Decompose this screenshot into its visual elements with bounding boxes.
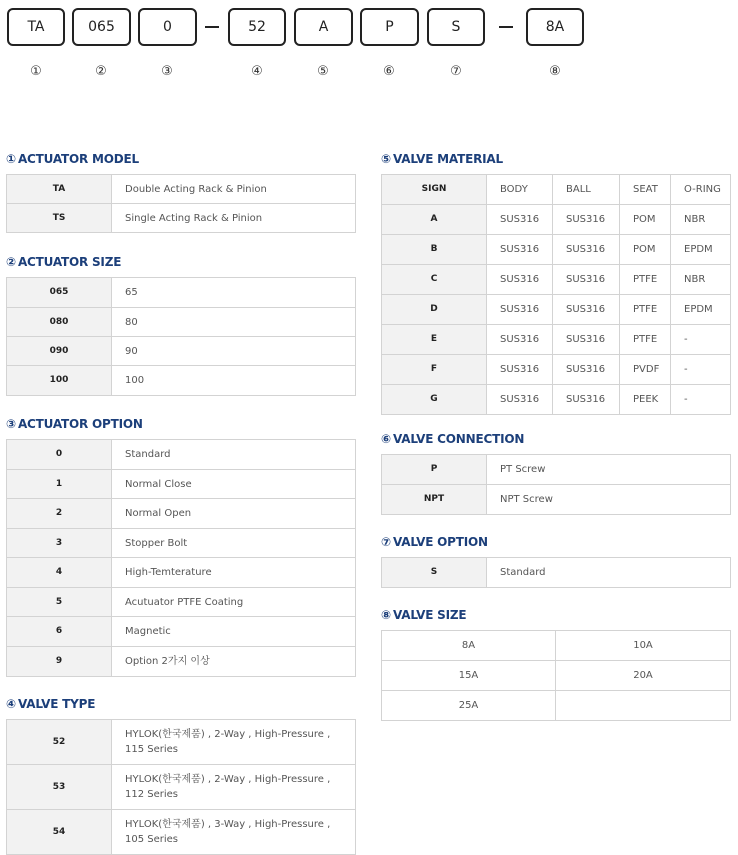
- table-row: [7, 175, 355, 203]
- section-title-text: ACTUATOR SIZE: [17, 255, 122, 269]
- table-cell: PTFE: [620, 265, 670, 294]
- table-key: TS: [7, 204, 111, 232]
- section-title-text: VALVE TYPE: [17, 697, 96, 711]
- table-cell: SUS316: [553, 235, 619, 264]
- section-title: [6, 696, 356, 712]
- table-value: Double Acting Rack & Pinion: [112, 175, 355, 203]
- section-title-text: VALVE MATERIAL: [392, 152, 503, 166]
- table-cell: SUS316: [487, 205, 552, 234]
- table-value: 80: [112, 308, 355, 336]
- table-key: D: [382, 295, 486, 324]
- table-row: [382, 455, 730, 484]
- actuator-size-section: [6, 254, 356, 396]
- valve-option-section: [381, 534, 731, 588]
- table-cell: SUS316: [487, 265, 552, 294]
- table-cell: POM: [620, 235, 670, 264]
- table-value: HYLOK(한국제품) , 3-Way , High-Pressure , 105 Series: [112, 810, 355, 854]
- table-row: [382, 295, 730, 324]
- table-cell: NBR: [671, 205, 730, 234]
- valve-size-section: [381, 607, 731, 721]
- table-key: 0: [7, 440, 111, 469]
- table-cell: PEEK: [620, 385, 670, 414]
- table-value: Standard: [487, 558, 730, 587]
- section-title-text: VALVE OPTION: [392, 535, 488, 549]
- table-cell: NBR: [671, 265, 730, 294]
- section-title: [381, 607, 731, 623]
- table-header-cell: SEAT: [620, 175, 670, 204]
- section-marker: ③: [6, 417, 16, 431]
- code-separator: [499, 26, 513, 28]
- table-cell: 15A: [382, 661, 555, 690]
- table-cell: SUS316: [553, 355, 619, 384]
- section-marker: ②: [6, 255, 16, 269]
- table-value: PT Screw: [487, 455, 730, 484]
- table-value: 100: [112, 366, 355, 395]
- actuator-option-table: [6, 439, 356, 677]
- table-key: 9: [7, 647, 111, 676]
- table-cell: 25A: [382, 691, 555, 720]
- table-cell: POM: [620, 205, 670, 234]
- section-title: [6, 254, 356, 270]
- table-value: HYLOK(한국제품) , 2-Way , High-Pressure , 115 Series: [112, 720, 355, 764]
- table-row: [382, 205, 730, 234]
- table-row: [7, 440, 355, 469]
- table-cell: -: [671, 325, 730, 354]
- table-key: 54: [7, 810, 111, 854]
- section-title-text: ACTUATOR MODEL: [17, 152, 139, 166]
- section-title-text: VALVE CONNECTION: [392, 432, 525, 446]
- table-cell: SUS316: [487, 355, 552, 384]
- code-box-model: TA: [7, 8, 65, 46]
- table-key: P: [382, 455, 486, 484]
- table-key: F: [382, 355, 486, 384]
- table-row: [382, 325, 730, 354]
- table-row: [7, 765, 355, 809]
- table-row: [7, 308, 355, 336]
- table-key: E: [382, 325, 486, 354]
- code-box-valve-option: S: [427, 8, 485, 46]
- table-key: 065: [7, 278, 111, 307]
- table-header-cell: BALL: [553, 175, 619, 204]
- table-row: [382, 661, 730, 690]
- table-value: Single Acting Rack & Pinion: [112, 204, 355, 232]
- table-key: G: [382, 385, 486, 414]
- code-box-valve-material: A: [294, 8, 353, 46]
- section-marker: ⑧: [381, 608, 391, 622]
- table-row: [382, 558, 730, 587]
- table-key: S: [382, 558, 486, 587]
- code-number-5: ⑤: [317, 64, 329, 79]
- table-key: 3: [7, 529, 111, 557]
- table-row: [7, 558, 355, 587]
- code-box-valve-connection: P: [360, 8, 419, 46]
- table-cell: EPDM: [671, 235, 730, 264]
- section-title-text: VALVE SIZE: [392, 608, 467, 622]
- table-row: [7, 617, 355, 646]
- table-value: Option 2가지 이상: [112, 647, 355, 676]
- table-key: 100: [7, 366, 111, 395]
- code-box-actuator-option: 0: [138, 8, 197, 46]
- table-key: 4: [7, 558, 111, 587]
- table-row: [7, 470, 355, 498]
- section-marker: ⑥: [381, 432, 391, 446]
- table-cell: SUS316: [553, 205, 619, 234]
- table-cell: SUS316: [553, 385, 619, 414]
- actuator-option-section: [6, 416, 356, 677]
- section-title: [381, 431, 731, 447]
- table-value: Stopper Bolt: [112, 529, 355, 557]
- section-title-text: ACTUATOR OPTION: [17, 417, 143, 431]
- table-key: A: [382, 205, 486, 234]
- valve-size-table: [381, 630, 731, 721]
- table-row: [7, 588, 355, 616]
- table-row: [7, 337, 355, 365]
- section-marker: ④: [6, 697, 16, 711]
- table-value: Normal Close: [112, 470, 355, 498]
- section-title: [6, 151, 356, 167]
- table-cell: PVDF: [620, 355, 670, 384]
- table-key: 5: [7, 588, 111, 616]
- valve-option-table: [381, 557, 731, 588]
- section-marker: ①: [6, 152, 16, 166]
- table-cell: -: [671, 355, 730, 384]
- table-row: [382, 235, 730, 264]
- table-key: TA: [7, 175, 111, 203]
- table-key: B: [382, 235, 486, 264]
- table-row: [7, 278, 355, 307]
- table-key: 080: [7, 308, 111, 336]
- table-row: [7, 499, 355, 528]
- code-separator: [205, 26, 219, 28]
- valve-type-section: [6, 696, 356, 855]
- table-cell: SUS316: [553, 295, 619, 324]
- table-header-cell: O-RING: [671, 175, 730, 204]
- table-value: 90: [112, 337, 355, 365]
- table-row: [382, 355, 730, 384]
- section-marker: ⑦: [381, 535, 391, 549]
- table-cell: PTFE: [620, 325, 670, 354]
- table-key: 53: [7, 765, 111, 809]
- table-row: [7, 204, 355, 232]
- code-number-3: ③: [161, 64, 173, 79]
- table-row: [7, 720, 355, 764]
- section-title: [381, 151, 731, 167]
- table-cell: SUS316: [487, 235, 552, 264]
- table-cell: SUS316: [553, 265, 619, 294]
- code-number-8: ⑧: [549, 64, 561, 79]
- table-row: [382, 265, 730, 294]
- valve-material-section: [381, 151, 731, 415]
- code-box-size: 065: [72, 8, 131, 46]
- code-box-valve-size: 8A: [526, 8, 584, 46]
- code-box-valve-type: 52: [228, 8, 286, 46]
- code-number-7: ⑦: [450, 64, 462, 79]
- code-number-1: ①: [30, 64, 42, 79]
- table-key: 090: [7, 337, 111, 365]
- table-key: 2: [7, 499, 111, 528]
- table-cell: PTFE: [620, 295, 670, 324]
- table-header-cell: BODY: [487, 175, 552, 204]
- section-marker: ⑤: [381, 152, 391, 166]
- table-row: [382, 385, 730, 414]
- table-value: Acutuator PTFE Coating: [112, 588, 355, 616]
- table-cell: SUS316: [487, 385, 552, 414]
- section-title: [381, 534, 731, 550]
- table-key: NPT: [382, 485, 486, 514]
- table-cell: SUS316: [487, 325, 552, 354]
- actuator-size-table: [6, 277, 356, 396]
- table-cell: [556, 691, 730, 720]
- table-cell: SUS316: [487, 295, 552, 324]
- valve-connection-table: [381, 454, 731, 515]
- table-row: [382, 691, 730, 720]
- table-cell: EPDM: [671, 295, 730, 324]
- actuator-model-table: [6, 174, 356, 233]
- table-header-row: [382, 175, 730, 204]
- table-cell: -: [671, 385, 730, 414]
- table-value: High-Temterature: [112, 558, 355, 587]
- table-key: 1: [7, 470, 111, 498]
- table-cell: 10A: [556, 631, 730, 660]
- valve-connection-section: [381, 431, 731, 515]
- valve-material-table: [381, 174, 731, 415]
- table-value: Magnetic: [112, 617, 355, 646]
- section-title: [6, 416, 356, 432]
- table-key: 6: [7, 617, 111, 646]
- table-value: Standard: [112, 440, 355, 469]
- table-row: [382, 485, 730, 514]
- table-value: HYLOK(한국제품) , 2-Way , High-Pressure , 112 Series: [112, 765, 355, 809]
- code-number-2: ②: [95, 64, 107, 79]
- table-value: 65: [112, 278, 355, 307]
- valve-type-table: [6, 719, 356, 855]
- actuator-model-section: [6, 151, 356, 233]
- table-key: C: [382, 265, 486, 294]
- table-cell: SUS316: [553, 325, 619, 354]
- code-number-4: ④: [251, 64, 263, 79]
- table-header-cell: SIGN: [382, 175, 486, 204]
- table-key: 52: [7, 720, 111, 764]
- table-row: [7, 810, 355, 854]
- table-row: [7, 647, 355, 676]
- table-value: Normal Open: [112, 499, 355, 528]
- table-row: [382, 631, 730, 660]
- table-row: [7, 529, 355, 557]
- code-number-6: ⑥: [383, 64, 395, 79]
- table-cell: 20A: [556, 661, 730, 690]
- table-value: NPT Screw: [487, 485, 730, 514]
- table-row: [7, 366, 355, 395]
- table-cell: 8A: [382, 631, 555, 660]
